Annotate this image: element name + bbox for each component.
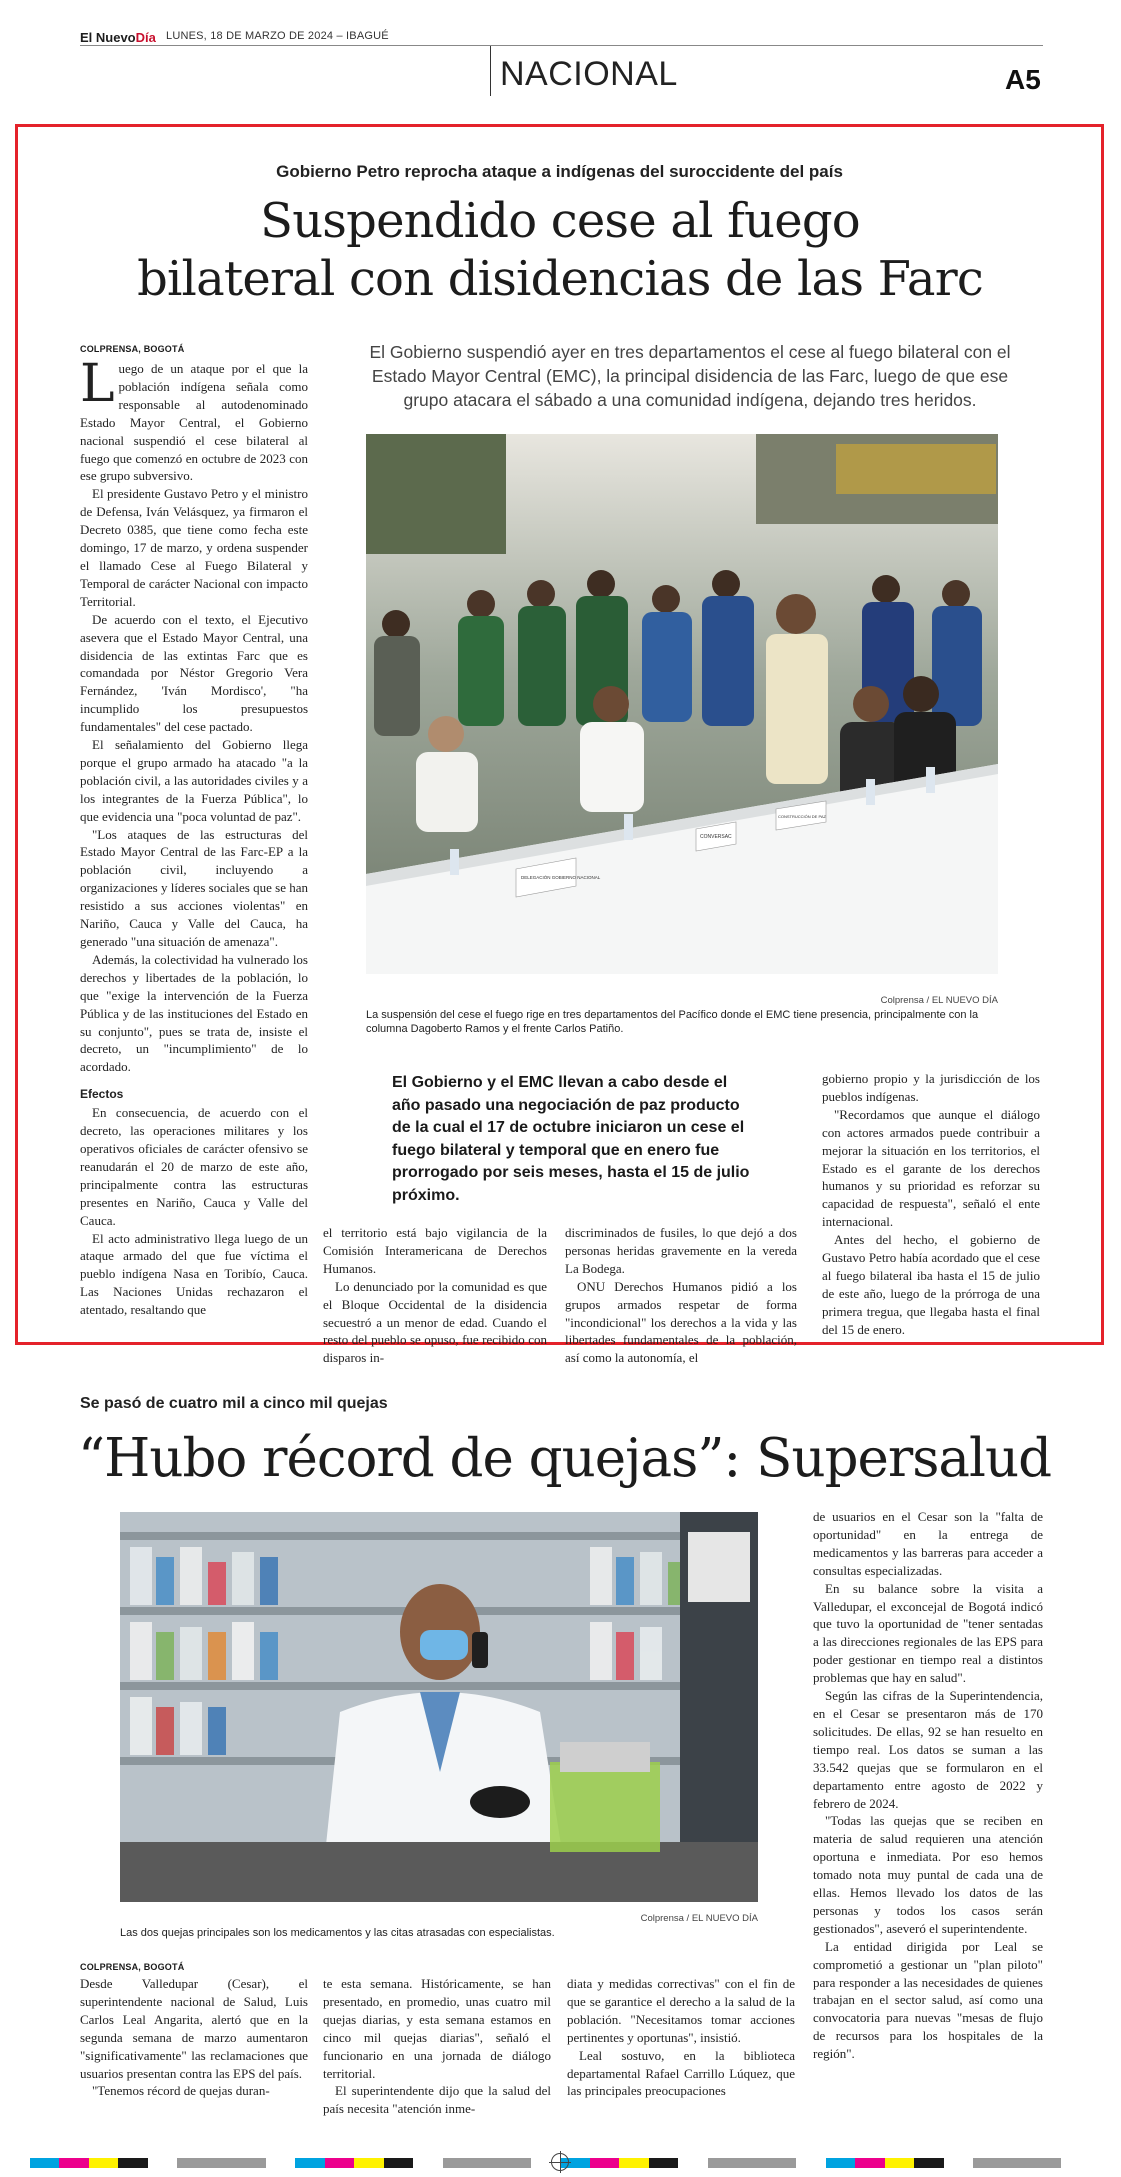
story1-col1-paragraph: Luego de un ataque por el que la población indígena señala como responsable al autodenominado Estado Mayor Central, el Gobierno nacional suspendió el cese bilateral al fuego que comenzó en octubre de 2023 con ese grupo subversivo. — [80, 354, 308, 484]
color-swatch — [354, 2158, 383, 2168]
color-swatch — [59, 2158, 88, 2168]
story1-col1-paragraph: Además, la colectividad ha vulnerado los derechos y libertades de la población, lo que "exige la intervención de la Fuerza Pública y de las instituciones del Estado en su conjunto", pues se trata de, insiste el decreto, un "incumplimiento" de lo acordado. — [80, 951, 308, 1075]
color-swatch — [826, 2158, 855, 2168]
color-swatch — [855, 2158, 884, 2168]
story2-kicker: Se pasó de cuatro mil a cinco mil quejas — [80, 1395, 388, 1412]
story1-col2-paragraph: el territorio está bajo vigilancia de la Comisión Interamericana de Derechos Humanos. — [323, 1225, 547, 1276]
color-swatch — [266, 2158, 295, 2168]
story2-headline: “Hubo récord de quejas”: Supersalud — [78, 1428, 1052, 1489]
story1-col4-paragraph: "Recordamos que aunque el diálogo con actores armados puede contribuir a mejorar la situación en los territorios, el Estado es el garante de los derechos humanos y su prioridad es reforzar su capacidad de respuesta", señaló el ente internacional. — [822, 1106, 1040, 1230]
story2-col3-paragraph: diata y medidas correctivas" con el fin de que se garantice el derecho a la salud de la población. "Necesitamos tomar acciones pertinentes y oportunas", insistió. — [567, 1976, 795, 2045]
story2-col4-paragraph: En su balance sobre la visita a Valledupar, el exconcejal de Bogotá indicó que tuvo la oportunidad de "tener sentadas a las direcciones regionales de las EPS para poder gestionar en tiempo real a distintos problemas que hay en salud". — [813, 1580, 1043, 1686]
story2-column-3 — [567, 1975, 795, 2100]
newspaper-logo — [80, 30, 156, 45]
story1-column-4 — [822, 1070, 1040, 1339]
color-swatch — [590, 2158, 619, 2168]
color-swatch — [796, 2158, 825, 2168]
story1-photo — [366, 434, 998, 974]
story1-col1-paragraph: "Los ataques de las estructuras del Estado Mayor Central de las Farc-EP a la población civil, incluyendo a organizaciones y líderes sociales que se han resistido a sus acciones violentas" en Nariño, Cauca y Valle del Cauca, ha generado "una situación de amenaza". — [80, 826, 308, 949]
section-divider — [490, 46, 491, 96]
story1-byline: COLPRENSA, BOGOTÁ — [80, 344, 185, 354]
story1-column-2 — [323, 1224, 547, 1367]
color-swatch — [89, 2158, 118, 2168]
story2-column-4 — [813, 1508, 1043, 2063]
story2-col4-paragraph: La entidad dirigida por Leal se comprometió a gestionar un "plan piloto" para responder a las necesidades de quienes trabajan en el sector salud, así como una convocatoria para nuevas "mesas de flujo de recursos para los hospitales de la región". — [813, 1938, 1043, 2062]
story1-col1-paragraph: El acto administrativo llega luego de un ataque armado del que fue víctima el pueblo indígena Nasa en Toribío, Cauca. Las Naciones Unidas rechazaron el atentado, resaltando que — [80, 1230, 308, 1318]
story2-col4-paragraph: "Todas las quejas que se reciben en materia de salud requieren una atención oportuna e inmediata. Por eso hemos tomado nota muy puntal de cada una de ellas. Hemos llevado los datos de las personas y todos los casos serán gestionados", aseveró el superintendente. — [813, 1813, 1043, 1936]
color-swatch — [295, 2158, 324, 2168]
color-swatch — [885, 2158, 914, 2168]
story1-photo-credit: Colprensa / EL NUEVO DÍA — [880, 995, 998, 1006]
story1-col3-paragraph: discriminados de fusiles, lo que dejó a dos personas heridas gravemente en la vereda La Bodega. — [565, 1225, 797, 1276]
color-swatch — [384, 2158, 413, 2168]
color-swatch — [649, 2158, 678, 2168]
story2-col2-paragraph: El superintendente dijo que la salud del país necesita "atención inme- — [323, 2083, 551, 2117]
story2-column-1 — [80, 1975, 308, 2100]
sign-text-1: DELEGACIÓN GOBIERNO NACIONAL — [521, 875, 601, 880]
story2-photo — [120, 1512, 758, 1902]
story1-column-3 — [565, 1224, 797, 1367]
story1-col1-paragraph: El señalamiento del Gobierno llega porque el grupo armado ha atacado "a la población civil, a las autoridades civiles y a los integrantes de la Fuerza Pública", lo que evidencia una "poca voluntad de paz". — [80, 737, 308, 824]
story1-col4-paragraph: Antes del hecho, el gobierno de Gustavo Petro había acordado que el cese al fuego bilateral iba hasta el 15 de julio de este año, luego de la prórroga de una primera tregua, que llegaba hasta el final del 15 de enero. — [822, 1232, 1040, 1337]
section-title: NACIONAL — [500, 55, 678, 93]
color-swatch — [619, 2158, 648, 2168]
dropcap-letter: L — [80, 354, 115, 414]
color-swatch — [148, 2158, 177, 2168]
page-number: A5 — [1005, 64, 1041, 95]
registration-mark-icon — [551, 2153, 569, 2171]
story1-pull-quote: El Gobierno y el EMC llevan a cabo desde el año pasado una negociación de paz producto de la cual el 17 de octubre iniciaron un cese el fuego bilateral y temporal que en enero fue prorrogado por seis meses, hasta el 15 de julio próximo. — [392, 1074, 750, 1204]
story2-col1-paragraph: "Tenemos récord de quejas duran- — [92, 2083, 270, 2099]
color-swatch — [118, 2158, 147, 2168]
story2-byline: COLPRENSA, BOGOTÁ — [80, 1962, 185, 1972]
story1-headline — [50, 192, 1070, 308]
story1-summary: El Gobierno suspendió ayer en tres departamentos el cese al fuego bilateral con el Estado Mayor Central (EMC), la principal disidencia de las Farc, luego de que ese grupo atacara el sábado a una comunidad indígena, dejando tres heridos. — [369, 342, 1011, 410]
story2-col4-paragraph: Según las cifras de la Superintendencia, en el Cesar se presentaron más de 170 solicitudes. De ellas, 92 se han resuelto en tiempo real. Los datos se suman a las 33.542 quejas que se formularon en el departamento entre agosto de 2022 y febrero de 2024. — [813, 1688, 1043, 1811]
story1-column-1 — [80, 354, 308, 1319]
story2-photo-caption: Las dos quejas principales son los medicamentos y las citas atrasadas con especialistas. — [120, 1927, 555, 1939]
dateline: LUNES, 18 DE MARZO DE 2024 – IBAGUÉ — [166, 30, 389, 42]
sign-text-3: CONSTRUCCIÓN DE PAZ — [778, 814, 826, 819]
color-swatch — [325, 2158, 354, 2168]
story1-col1-paragraph: De acuerdo con el texto, el Ejecutivo asevera que el Estado Mayor Central, una disidencia de las extintas Farc que es comandada por Néstor Gregorio Vera Fernández, 'Iván Mordisco', "ha incumplido los presupuestos fundamentales" del cese pactado. — [80, 611, 308, 735]
color-swatch — [443, 2158, 531, 2168]
story1-col1-paragraph: En consecuencia, de acuerdo con el decreto, las operaciones militares y los operativos oficiales de carácter ofensivo se reanudarán el 20 de marzo de este año, principalmente contra las estructuras presentes en Nariño, Cauca y Valle del Cauca. — [80, 1105, 308, 1228]
story1-headline-line2: bilateral con disidencias de las Farc — [137, 251, 983, 307]
color-swatch — [413, 2158, 442, 2168]
logo-accent-text: Día — [135, 30, 156, 45]
color-swatch — [1061, 2158, 1090, 2168]
story1-headline-line1: Suspendido cese al fuego — [260, 193, 860, 249]
color-swatch — [914, 2158, 943, 2168]
color-swatch — [177, 2158, 265, 2168]
story1-col2-paragraph: Lo denunciado por la comunidad es que el Bloque Occidental de la disidencia secuestró a un menor de edad. Cuando el resto del pueblo se opuso, fue recibido con disparos in- — [323, 1278, 547, 1366]
logo-text: El Nuevo — [80, 30, 136, 45]
color-swatch — [944, 2158, 973, 2168]
pharmacy-photo-illustration — [120, 1512, 758, 1902]
story1-col3-paragraph: ONU Derechos Humanos pidió a los grupos armados respetar de forma "incondicional" los derechos a la vida y las libertades fundamentales de la población, así como la autonomía, el — [565, 1278, 797, 1366]
header-rule — [80, 45, 1043, 46]
color-swatch — [708, 2158, 796, 2168]
story1-col4-paragraph: gobierno propio y la jurisdicción de los pueblos indígenas. — [822, 1071, 1040, 1104]
story2-col1-paragraph: Desde Valledupar (Cesar), el superintendente nacional de Salud, Luis Carlos Leal Angarita, alertó que en la segunda semana de marzo aumentaron "significativamente" las reclamaciones que usuarios presentan contra las EPS del país. — [80, 1976, 308, 2081]
story1-col1-paragraph: El presidente Gustavo Petro y el ministro de Defensa, Iván Velásquez, ya firmaron el Decreto 0385, que tiene como fecha este domingo, 17 de marzo, y ordena suspender el llamado Cese al Fuego Bilateral y Temporal de carácter Nacional con impacto Territorial. — [80, 486, 308, 609]
story1-kicker: Gobierno Petro reprocha ataque a indígenas del suroccidente del país — [276, 162, 843, 181]
sign-text-2: CONVERSAC — [700, 834, 732, 840]
story2-photo-credit: Colprensa / EL NUEVO DÍA — [640, 1913, 758, 1924]
color-swatch — [678, 2158, 707, 2168]
story1-photo-caption: La suspensión del cese el fuego rige en tres departamentos del Pacífico donde el EMC tiene presencia, principalmente con la columna Dagoberto Ramos y el frente Carlos Patiño. — [366, 1009, 979, 1035]
peace-talks-photo-illustration — [366, 434, 998, 974]
color-swatch — [30, 2158, 59, 2168]
story2-col4-paragraph: de usuarios en el Cesar son la "falta de oportunidad" en la entrega de medicamentos y las barreras para acceder a consultas especializadas. — [813, 1509, 1043, 1578]
story2-column-2 — [323, 1975, 551, 2118]
story1-subhead: Efectos — [80, 1087, 124, 1102]
story2-col2-paragraph: te esta semana. Históricamente, se han presentado, en promedio, unas cuatro mil quejas diarias, y esta semana estamos en cinco mil quejas diarias", señaló el funcionario en una jornada de diálogo territorial. — [323, 1976, 551, 2081]
story2-col3-paragraph: Leal sostuvo, en la biblioteca departamental Rafael Carrillo Lúquez, que las principales preocupaciones — [567, 2047, 795, 2099]
color-swatch — [973, 2158, 1061, 2168]
